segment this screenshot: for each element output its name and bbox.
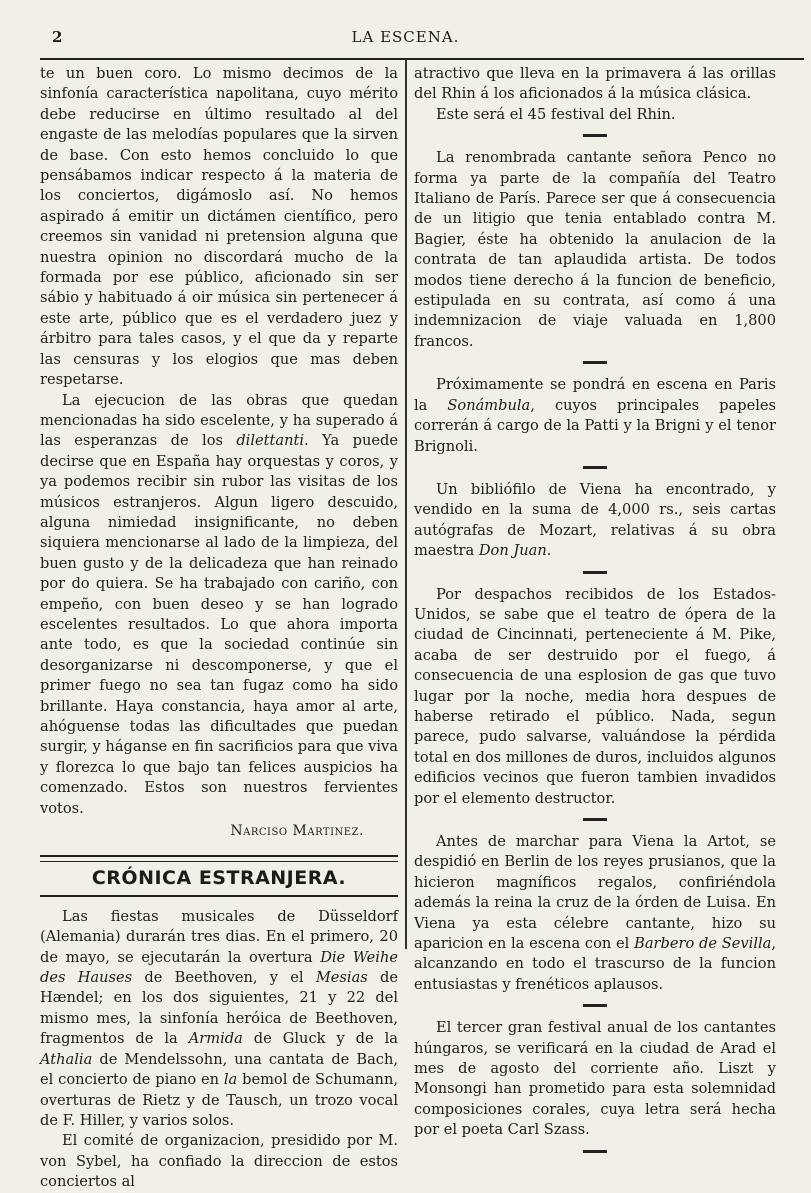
separator [583, 361, 607, 364]
section-rule [40, 895, 398, 897]
signature: Narciso Martinez. [230, 823, 364, 840]
news-item: El tercer gran festival anual de los cantantes húngaros, se verificará en la ciudad de Arad el mes de agosto del corriente año. Liszt y Monsongi han prometido para esta solemnidad composiciones corales, cuya letra será hecha por el poeta Carl Szass. [414, 1019, 776, 1139]
separator [583, 1004, 607, 1007]
news-item: Antes de marchar para Viena la Artot, se despidió en Berlin de los reyes prusianos, que la hicieron magníficos regalos, confiriéndola además la reina la cruz de la órden de Luisa. En Viena ya esta célebre cantante, hizo su aparicion en la escena con el Barbero de Sevilla, alcanzando en todo el trascurso de la funcion entusiastas y frenéticos aplausos. [414, 833, 776, 993]
separator [583, 571, 607, 574]
separator [583, 818, 607, 821]
paragraph: atractivo que lleva en la primavera á las orillas del Rhin á los aficionados á la música clásica. [414, 65, 776, 103]
paragraph: Este será el 45 festival del Rhin. [436, 105, 676, 123]
right-column [414, 64, 776, 1164]
paragraph: te un buen coro. Lo mismo decimos de la sinfonía característica napolitana, cuyo mérito debe reducirse en último resultado al del engaste de las melodías populares que la sirven de base. Con esto hemos concluido lo que pensábamos indicar respecto á la materia de los conciertos, digámoslo así. No hemos aspirado á emitir un dictámen científico, pero creemos sin vanidad ni pretension alguna que nuestra opinion no discordará mucho de la formada por ese público, aficionado sin ser sábio y habituado á oir música sin pertenecer á este arte, público que es el verdadero juez y árbitro para tales casos, y el que da y reparte las censuras y los elogios que mas deben respetarse. [40, 65, 398, 389]
page-header [0, 20, 811, 50]
paragraph: El comité de organizacion, presidido por M. von Sybel, ha confiado la direccion de estos conciertos al [40, 1132, 398, 1191]
section-rule [40, 855, 398, 862]
separator [583, 134, 607, 137]
column-divider [405, 60, 407, 949]
paragraph: Las fiestas musicales de Düsseldorf (Alemania) durarán tres dias. En el primero, 20 de mayo, se ejecutarán la overtura Die Weihe des Hauses de Beethoven, y el Mesias de Hændel; en los dos siguientes, 21 y 22 del mismo mes, la sinfonía heróica de Beethoven, fragmentos de la Armida de Gluck y de la Athalia de Mendelssohn, una cantata de Bach, el concierto de piano en la bemol de Schumann, overturas de Rietz y de Tausch, un trozo vocal de F. Hiller, y varios solos. [40, 907, 398, 1129]
journal-title: LA ESCENA. [351, 28, 460, 46]
separator [583, 466, 607, 469]
page-number: 2 [52, 28, 63, 46]
news-item: Un bibliófilo de Viena ha encontrado, y vendido en la suma de 4,000 rs., seis cartas autógrafas de Mozart, relativas á su obra maestra Don Juan. [414, 480, 776, 560]
section-title: CRÓNICA ESTRANJERA. [91, 867, 347, 890]
news-item: Por despachos recibidos de los Estados-Unidos, se sabe que el teatro de ópera de la ciudad de Cincinnati, perteneciente á M. Pike, acaba de ser destruido por el fuego, á consecuencia de una esplosion de gas que tuvo lugar por la noche, media hora despues de haberse retirado el público. Nada, segun parece, pudo salvarse, valuándose la pérdida total en dos millones de duros, incluidos algunos edificios vecinos que fueron tambien invadidos por el elemento destructor. [414, 585, 776, 807]
separator [583, 1150, 607, 1153]
news-item: La renombrada cantante señora Penco no forma ya parte de la compañía del Teatro Italiano de París. Parece ser que á consecuencia de un litigio que tenia entablado contra M. Bagier, éste ha obtenido la anulacion de la contrata de tan aplaudida artista. De todos modos tiene derecho á la funcion de beneficio, estipulada en su contrata, así como á una indemnizacion de viaje valuada en 1,800 francos. [414, 149, 776, 350]
left-column [40, 64, 398, 1193]
news-item: Próximamente se pondrá en escena en Paris la Sonámbula, cuyos principales papeles correrán á cargo de la Patti y la Brigni y el tenor Brignoli. [414, 376, 776, 455]
header-rule [40, 58, 804, 60]
paragraph: La ejecucion de las obras que quedan mencionadas ha sido escelente, y ha superado á las esperanzas de los dilettanti. Ya puede decirse que en España hay orquestas y coros, y ya podemos recibir sin rubor las visitas de los músicos estranjeros. Algun ligero descuido, alguna nimiedad insignificante, no deben siquiera mencionarse al lado de la limpieza, del buen gusto y de la delicadeza que han reinado por do quiera. Se ha trabajado con cariño, con empeño, con buen deseo y se han logrado escelentes resultados. Lo que ahora importa ante todo, es que la sociedad continúe sin desorganizarse ni descomponerse, y que el primer fuego no sea tan fugaz como ha sido brillante. Haya constancia, haya amor al arte, ahóguense todas las dificultades que puedan surgir, y háganse en fin sacrificios para que viva y florezca lo que bajo tan felices auspicios ha comenzado. Estos son nuestros fervientes votos. [40, 391, 398, 817]
